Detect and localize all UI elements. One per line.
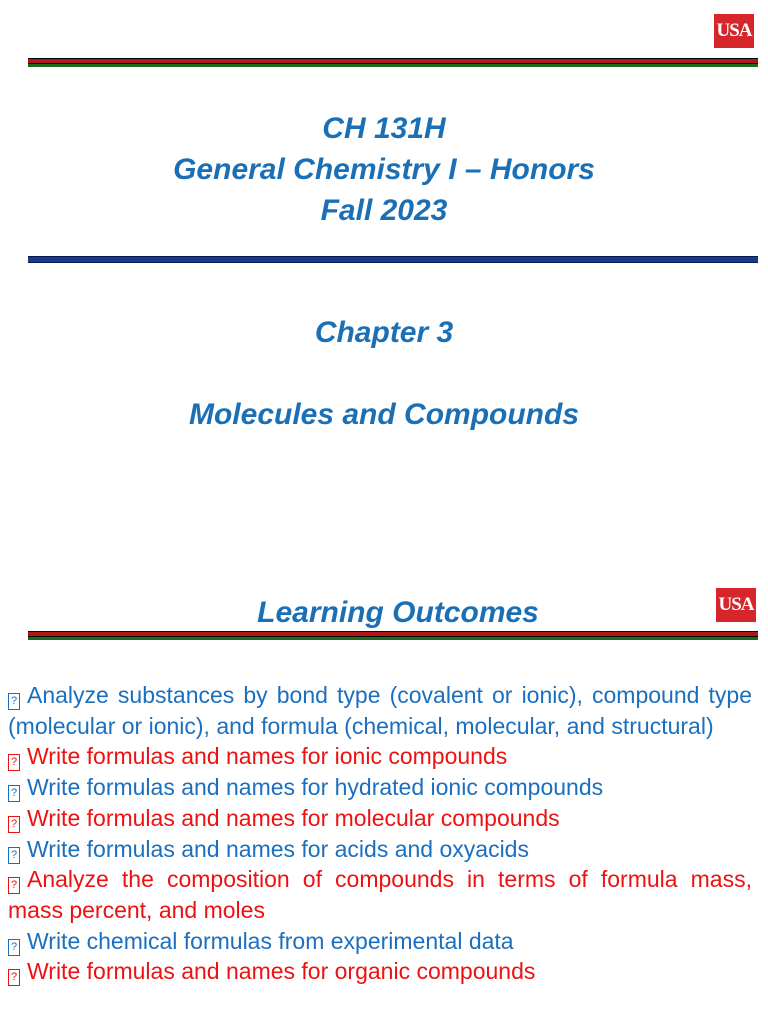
course-heading	[0, 108, 768, 231]
missing-glyph-bullet-icon: ?	[8, 816, 20, 833]
mid-divider-blue	[28, 256, 758, 263]
outcome-item	[8, 926, 752, 957]
outcome-text: Write formulas and names for acids and oxyacids	[27, 835, 529, 862]
missing-glyph-bullet-icon: ?	[8, 969, 20, 986]
missing-glyph-bullet-icon: ?	[8, 693, 20, 710]
outcome-item	[8, 864, 752, 925]
top-divider-green	[28, 637, 758, 640]
outcome-text: Write formulas and names for molecular compounds	[27, 804, 560, 831]
outcome-text: Analyze substances by bond type (covalent or ionic), compound type (molecular or ionic), and formula (chemical, molecular, and structural)	[8, 682, 752, 739]
missing-glyph-bullet-icon: ?	[8, 939, 20, 956]
outcome-item	[8, 680, 752, 741]
course-term: Fall 2023	[320, 194, 448, 227]
usa-logo: USA	[716, 588, 756, 622]
top-divider-green	[28, 64, 758, 67]
missing-glyph-bullet-icon: ?	[8, 754, 20, 771]
missing-glyph-bullet-icon: ?	[8, 877, 20, 894]
slide-title: Learning Outcomes	[257, 596, 539, 629]
outcome-text: Analyze the composition of compounds in terms of formula mass, mass percent, and moles	[8, 866, 752, 923]
course-title: General Chemistry I – Honors	[173, 153, 595, 186]
usa-logo: USA	[714, 14, 754, 48]
outcome-text: Write chemical formulas from experimental data	[27, 927, 514, 954]
outcome-item	[8, 956, 752, 987]
course-code: CH 131H	[322, 112, 446, 145]
learning-outcomes-slide	[0, 580, 768, 1024]
outcome-item	[8, 803, 752, 834]
outcome-text: Write formulas and names for organic compounds	[27, 958, 536, 985]
missing-glyph-bullet-icon: ?	[8, 785, 20, 802]
outcomes-list	[8, 680, 752, 987]
outcome-text: Write formulas and names for hydrated ionic compounds	[27, 774, 604, 801]
outcome-item	[8, 772, 752, 803]
missing-glyph-bullet-icon: ?	[8, 847, 20, 864]
outcome-text: Write formulas and names for ionic compounds	[27, 743, 508, 770]
outcome-item	[8, 741, 752, 772]
outcome-item	[8, 834, 752, 865]
chapter-title: Molecules and Compounds	[188, 398, 580, 431]
chapter-label: Chapter 3	[314, 316, 454, 349]
